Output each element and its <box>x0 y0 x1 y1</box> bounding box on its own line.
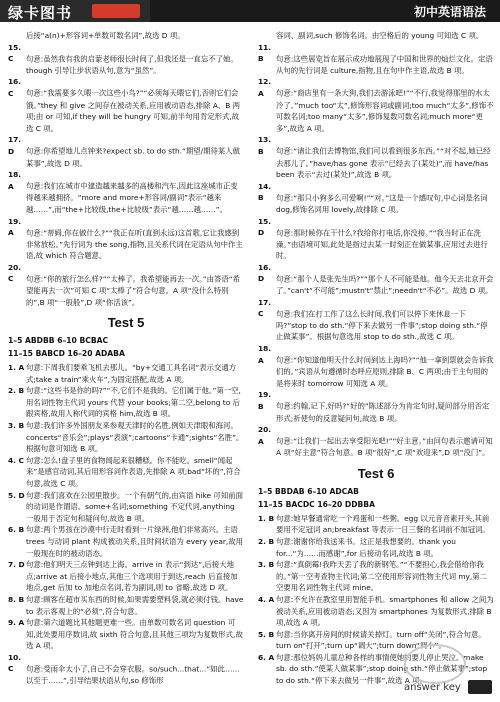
answer-number: 2. B <box>8 386 25 396</box>
answer-item <box>8 455 244 490</box>
answer-explanation: 句意:受雨伞太小了,自己不会穿衣服。so/such...that...“如此……以至于……”,引导结果状语从句,so 修饰形 <box>26 664 240 686</box>
answer-explanation: 句意:他们明天三点钟到达上海。arrive in 表示“到达”,后接大地点;arrive at 后接小地点,其他三个选项用于到达,reach 后直接加地点,get 后加 to 加地点名词,若为副词,则 to 省略,故选 D 项。 <box>26 560 238 593</box>
answer-item <box>8 76 244 134</box>
answer-explanation: 后接“a(n)+形容词+单数可数名词”,故选 D 项。 <box>26 31 185 40</box>
answer-explanation: 句意:“真倒霉!我昨天丢了我的新钢笔。”“不要担心,我会借给你我的。”第一空考查物主代词;第二空使用形容词性物主代词 my,第二空要用名词性物主代词 mine。 <box>276 560 488 593</box>
test6-answers-2: 11–15 BACDC 16–20 DDBBA <box>258 500 375 510</box>
answer-explanation: 句意:“你知道他明天什么时间到达上海吗?”“他一拿到票就会告诉我们的。”宾语从句遵循时态呼应原则,排除 B、C 两项;由于主句用的是将来时 tomorrow 可知选 A 项。 <box>276 355 494 388</box>
answer-number: 1. A <box>8 363 25 373</box>
right-items-top <box>258 30 494 459</box>
answer-item <box>258 42 494 77</box>
answer-explanation: 句意:我们喜欢在公园里散步。一个有朝气的,由宾语 hike 可知前面的动词是作谓语。some+名词;something 不定代词,anything 一般用于否定句和疑问句,故选 B 项。 <box>26 490 243 523</box>
answer-item <box>258 629 494 652</box>
answer-explanation: 句意:那位妈妈儿童总种各样的事情使她的要儿停止哭泣。make sb. do sth.“使某人做某事”;stop doing sth.“停止做某事”;stop to do sth.“停下来去做另一件事”,故选 A 项。 <box>276 652 488 686</box>
test5-answers-2: 11–15 BABCD 16–20 ADABA <box>8 349 125 359</box>
answer-number: 20. C <box>8 262 22 284</box>
answer-item <box>258 297 494 343</box>
answer-number: 19. A <box>8 216 22 238</box>
answer-number: 17. C <box>258 297 272 319</box>
answer-explanation: 句意:我们许多外国朋友来参观天津时的名胜,例如天津眼和海河。concerts“音乐会”;plays“表演”;cartoons“卡通”;sights“名胜”。根据句意可知选 B 项。 <box>26 421 244 454</box>
answer-explanation: 句意:下周我们要乘飞机去那儿。“by+交通工具名词”表示交通方式;take a train“乘火车”,为固定搭配,故选 A 项。 <box>26 363 237 384</box>
answer-explanation: 句意:“我需要多久喂一次这些小鸟?”“必须每天喂它们,否则它们会饿。”they 和 give 之间存在被动关系,应用被动语态,排除 A、B 两项;由 or 可知,if they will be hungry 可知,前半句用肯定形式,故选 C 项。 <box>26 88 241 133</box>
brand-text: 绿卡图书 <box>8 4 73 22</box>
answer-explanation: 句意:“商店里有一条大狗,我们去游泳吧!”“不行,我觉得那里的水太冷了。”much too“太”,修饰形容词或副词;too much“太多”,修饰不可数名词;too many“太多”,修饰复数可数名词;much more“更多”,故选 A 项。 <box>276 88 494 133</box>
answer-explanation: 句意:她早餐通常吃一个鸡蛋和一些粥。egg 以元音音素开头,其前要用不定冠词 an;breakfast 等表示一日三餐的名词前不加冠词。 <box>276 513 490 535</box>
answer-item <box>8 42 244 77</box>
answer-item <box>8 30 244 42</box>
answer-explanation: 句意:我们在打工作了这么长时间,我们可以停下来休息一下吗?”stop to do sth.“停下来去做另一件事”;stop doing sth.“停止做某事”。根据句意选用 stop to do sth.,故选 C 项。 <box>276 309 488 342</box>
answer-item <box>8 652 244 687</box>
answer-number: 2. B <box>258 536 275 546</box>
answer-number: 11. B <box>258 42 272 64</box>
answer-number: 17. D <box>8 135 22 156</box>
answer-item <box>258 513 494 536</box>
test6-title: Test 6 <box>357 465 395 481</box>
answer-item <box>258 594 494 629</box>
test5-title: Test 5 <box>107 315 145 331</box>
answer-number: 9. A <box>8 618 25 628</box>
answer-number: 10. C <box>8 652 22 674</box>
page-footer <box>404 680 492 694</box>
left-column <box>8 30 244 686</box>
answer-item <box>258 389 494 424</box>
watermark-stamp <box>404 644 466 684</box>
answer-explanation: 句意:“这些书是你的吗?”“不,它们不是我的。它们属于他。”第一空,用名词性物主代词 yours 代替 your books;第二空,belong to 后跟宾格,故用人称代词的宾格 him,故选 B 项。 <box>26 386 241 419</box>
answer-item <box>8 216 244 262</box>
answer-number: 20. A <box>258 425 272 446</box>
answer-number: 3. B <box>258 560 275 570</box>
answer-number: 18. A <box>258 344 272 365</box>
answer-explanation: 句意:“那个人是张先生吗?”“那个人不可能是他。他今天去北京开会了。”can't“不可能”;mustn't“禁止”;needn't“不必”。故选 D 项。 <box>276 274 494 296</box>
answer-number: 16. C <box>8 77 22 98</box>
answer-number: 16. D <box>258 262 272 284</box>
answer-number: 19. B <box>258 390 272 411</box>
answer-explanation: 句意:约翰,记下,好吗?“好的”陈述部分为肯定句时,疑问部分用否定形式;祈使句的反意疑问句,故选 B 项。 <box>276 402 490 423</box>
answer-explanation: 句意:这些展览旨在展示成功地展现了中国和世界的灿烂文化。定语从句的先行词是 culture,指物,且在句中作主语,故选 B 项。 <box>276 54 493 75</box>
answer-item <box>258 262 494 297</box>
answer-explanation: 句意:你希望地儿点钟来?expect sb. to do sth.“期望/期待某人做某事”,故选 D 项。 <box>26 146 241 168</box>
answer-explanation: 句意:虽然我有我的启蒙老师很长时间了,但我还是一直忘不了她。though 引导让步状语从句,意为“虽然”。 <box>26 54 238 75</box>
answer-explanation: 句意:当你离开房间的时候请关掉灯。turn off“关闭”,符合句意。turn on“打开”;turn up“调大”;turn down“调小”。 <box>276 629 486 651</box>
left-items-top <box>8 30 244 308</box>
answer-explanation: 句意:“蒂姆,你在做什么?”“我正在听(直到永远)这首歌,它让我感到非常放松。”先行词为 the song,指物,且关系代词在定语从句中作主语,故 which 符合题意。 <box>26 228 243 261</box>
page-header <box>0 0 500 22</box>
answer-explanation: 句意:怎么!盘子里的食物闻起来很糟糕。你不能吃。smell“闻起来”是感官动词,其后用形容词作表语,先排除 A 项;bad“坏的”,符合句意,故选 C 项。 <box>26 455 241 488</box>
answer-item <box>258 424 494 459</box>
brand-logo <box>0 0 150 22</box>
answer-explanation: 句意:我们在城市中建造越来越多的高楼和汽车,因此这座城市正变得越来越拥挤。“more and more+形容词/副词”表示“越来越……”,而“the+比较级,the+比较级”表示“越……越……”。 <box>26 181 238 214</box>
answer-number: 13. B <box>258 135 272 156</box>
left-items-bottom <box>8 362 244 687</box>
answer-number: 1. B <box>258 513 275 523</box>
answer-explanation: 句意:“你的旅行怎么样?”“太棒了。我希望能再去一次。”由答语“希望能再去一次”可知 C 项“太棒了”符合句意。A 项“没什么特别的”,B 项“一般般”,D 项“你活该”。 <box>26 274 241 307</box>
answer-number: 12. A <box>258 77 272 98</box>
book-title: 初中英语语法 <box>413 5 486 19</box>
answer-number: 6. B <box>8 525 25 535</box>
answer-number: 6. A <box>258 652 275 662</box>
answer-number: 3. B <box>8 421 25 430</box>
answer-explanation: 句意:“让我们一起出去享受阳光吧!”“好主意。”由问句表示邀请可知 A 项“好主意”符合句意。B 项“很好”,C 项“欢迎来”,D 项“没门”。 <box>276 436 493 458</box>
answer-item <box>258 76 494 134</box>
right-column <box>258 30 494 686</box>
footer-label: answer key <box>404 682 461 693</box>
answer-number: 15. D <box>258 216 272 238</box>
test6-answers-1: 1–5 BBDAB 6–10 ADCAB <box>258 486 359 496</box>
page-number-box <box>468 680 492 694</box>
answer-item <box>8 362 244 385</box>
answer-explanation: 句意:谢谢你给我送来书。这正是我想要的。thank you for...“为……而感谢”,for 后接动名词,故选 B 项。 <box>276 536 456 558</box>
answer-number: 14. B <box>258 181 272 203</box>
answer-item <box>8 385 244 420</box>
answer-item <box>258 181 494 216</box>
answer-number: 4. C <box>8 455 24 465</box>
test5-answers-1: 1–5 ABDBB 6–10 BCBAC <box>8 335 109 345</box>
answer-explanation: 句意:顾客在超市买东西的时候,如果需要塑料袋,就必须付钱。have to 表示客观上的“必须”,符合句意。 <box>26 594 244 616</box>
answer-explanation: 句意:不允许在教室里用智能手机。smartphones 和 allow 之间为被动关系,应用被动语态;又因为 smartphones 为复数形式,排除 B 项,故选 A 项。 <box>276 594 494 628</box>
answer-explanation: 句意:两个男孩在沙漠中行走时看到一片绿洲,他们非常高兴。主语 trees 与动词 plant 构成被动关系,且时间状语为 every year,故用一般现在时的被动语态。 <box>26 525 244 558</box>
answer-item <box>8 617 244 652</box>
answer-item <box>258 343 494 389</box>
answer-item <box>8 524 244 559</box>
answer-number: 15. C <box>8 42 22 64</box>
answer-number: 7. D <box>8 560 25 570</box>
answer-explanation: 容词、副词,such 修饰名词。由空格后的 young 可知选 C 项。 <box>276 31 484 40</box>
answer-item <box>258 134 494 180</box>
answer-item <box>8 262 244 308</box>
answer-explanation: 句意:第六道题比其他题更难一些。由单数可数名词 question 可知,此处要用序数词,故 sixth 符合句意,且其他三项均为复数形式,故选 A 项。 <box>26 618 243 651</box>
answer-item <box>258 216 494 262</box>
brand-accent-shape <box>92 4 140 18</box>
answer-item <box>8 559 244 594</box>
answer-number: 5. B <box>258 629 275 639</box>
answer-explanation: 句意:那时候你在干什么?我给你打电话,你没接。”“我当时正在洗澡。”由语境可知,此处是指过去某一时刻正在做某事,应用过去进行时。 <box>276 228 488 261</box>
answer-item <box>8 169 244 215</box>
answer-explanation: 句意:“那只小狗多么可爱啊!”“对。”这是一个感叹句,中心词是名词 dog,修饰名词用 lovely,故排除 C 项。 <box>276 193 488 214</box>
answer-item <box>258 30 494 42</box>
answer-item <box>258 559 494 594</box>
answer-number: 5. D <box>8 490 25 500</box>
answer-number: 18. A <box>8 170 22 191</box>
answer-item <box>8 420 244 455</box>
answer-number: 4. A <box>258 594 275 604</box>
answer-item <box>258 536 494 559</box>
answer-item <box>8 594 244 617</box>
answer-item <box>8 134 244 169</box>
answer-number: 8. B <box>8 594 25 604</box>
answer-item <box>8 490 244 525</box>
answer-explanation: 句意:“请让我们去博物馆,我们可以看到很多东西。”“对不起,她已经去那儿了。”have/has gone 表示“已经去了(某处)”,而 have/has been 表示“去过(某处)”,故选 B 项。 <box>276 146 491 180</box>
